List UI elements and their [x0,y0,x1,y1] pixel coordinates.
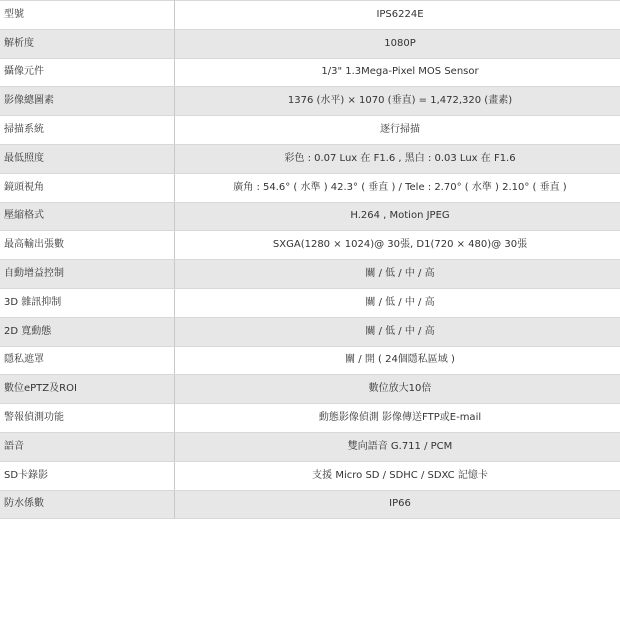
spec-label: 最高輸出張數 [0,231,175,260]
spec-value: IP66 [175,490,620,519]
spec-label: SD卡錄影 [0,461,175,490]
table-row [0,87,620,116]
spec-value: IPS6224E [175,1,620,30]
spec-value: 關 / 開 ( 24個隱私區域 ) [175,346,620,375]
spec-value: 廣角 : 54.6° ( 水準 ) 42.3° ( 垂直 ) / Tele : 2.70° ( 水準 ) 2.10° ( 垂直 ) [175,173,620,202]
spec-label: 解析度 [0,29,175,58]
table-row [0,202,620,231]
table-row [0,375,620,404]
spec-label: 數位ePTZ及ROI [0,375,175,404]
table-row [0,231,620,260]
spec-label: 防水係數 [0,490,175,519]
spec-value: 1376 (水平) × 1070 (垂直) = 1,472,320 (畫素) [175,87,620,116]
table-row [0,317,620,346]
spec-label: 最低照度 [0,144,175,173]
table-row [0,461,620,490]
table-row [0,29,620,58]
spec-label: 壓縮格式 [0,202,175,231]
spec-label: 語音 [0,432,175,461]
spec-value: 1080P [175,29,620,58]
table-row [0,173,620,202]
spec-value: 關 / 低 / 中 / 高 [175,288,620,317]
table-row [0,432,620,461]
spec-label: 攝像元件 [0,58,175,87]
spec-value: 關 / 低 / 中 / 高 [175,260,620,289]
spec-label: 隱私遮罩 [0,346,175,375]
table-row [0,144,620,173]
spec-value: 動態影像偵測 影像傳送FTP或E-mail [175,404,620,433]
spec-label: 型號 [0,1,175,30]
table-row [0,58,620,87]
spec-value: 關 / 低 / 中 / 高 [175,317,620,346]
spec-value: 數位放大10倍 [175,375,620,404]
spec-label: 警報偵測功能 [0,404,175,433]
spec-value: 雙向語音 G.711 / PCM [175,432,620,461]
spec-label: 3D 雜訊抑制 [0,288,175,317]
table-row [0,288,620,317]
table-row [0,1,620,30]
spec-value: 逐行掃描 [175,116,620,145]
spec-label: 影像總圖素 [0,87,175,116]
table-row [0,260,620,289]
spec-label: 鏡頭視角 [0,173,175,202]
spec-value: 支援 Micro SD / SDHC / SDXC 記憶卡 [175,461,620,490]
spec-label: 2D 寬動態 [0,317,175,346]
table-row [0,346,620,375]
spec-value: H.264 , Motion JPEG [175,202,620,231]
spec-value: SXGA(1280 × 1024)@ 30張, D1(720 × 480)@ 30張 [175,231,620,260]
spec-label: 自動增益控制 [0,260,175,289]
spec-label: 掃描系統 [0,116,175,145]
table-row [0,404,620,433]
table-row [0,116,620,145]
spec-value: 彩色 : 0.07 Lux 在 F1.6 , 黑白 : 0.03 Lux 在 F1.6 [175,144,620,173]
spec-value: 1/3" 1.3Mega-Pixel MOS Sensor [175,58,620,87]
table-row [0,490,620,519]
